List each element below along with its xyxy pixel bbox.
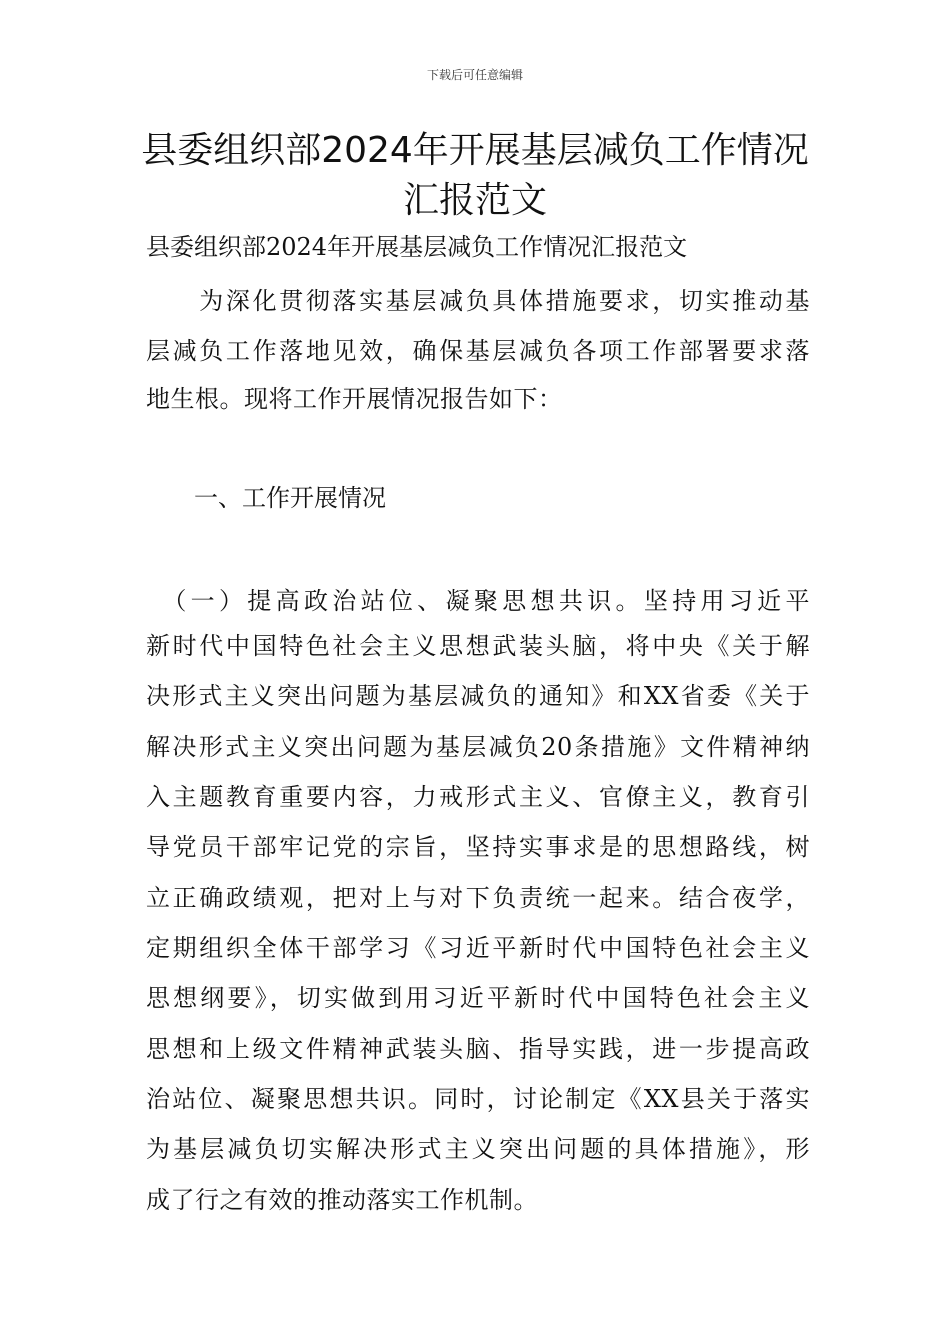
paragraph-line: 决形式主义突出问题为基层减负的通知》和XX省委《关于	[146, 682, 810, 710]
paragraph-line: 定期组织全体干部学习《习近平新时代中国特色社会主义	[146, 934, 810, 962]
paragraph-line: 导党员干部牢记党的宗旨，坚持实事求是的思想路线，树	[146, 833, 810, 861]
paragraph-line: 立正确政绩观，把对上与对下负责统一起来。结合夜学，	[146, 884, 810, 912]
intro-line: 为深化贯彻落实基层减负具体措施要求，切实推动基	[146, 287, 810, 315]
paragraph-line: 成了行之有效的推动落实工作机制。	[146, 1186, 538, 1214]
paragraph-line: 解决形式主义突出问题为基层减负20条措施》文件精神纳	[146, 733, 810, 761]
section-heading: 一、工作开展情况	[194, 484, 386, 512]
document-title	[120, 126, 830, 226]
page-header-note: 下载后可任意编辑	[426, 68, 523, 82]
paragraph-line: 治站位、凝聚思想共识。同时，讨论制定《XX县关于落实	[146, 1085, 810, 1113]
document-title-line-2: 汇报范文	[402, 180, 547, 221]
intro-line: 层减负工作落地见效，确保基层减负各项工作部署要求落	[146, 337, 810, 365]
paragraph-line: 新时代中国特色社会主义思想武装头脑，将中央《关于解	[146, 632, 810, 660]
paragraph-line: 入主题教育重要内容，力戒形式主义、官僚主义，教育引	[146, 783, 810, 811]
document-title-line-1: 县委组织部2024年开展基层减负工作情况	[141, 130, 809, 171]
paragraph-line: 思想和上级文件精神武装头脑、指导实践，进一步提高政	[146, 1035, 810, 1063]
paragraph-line: 为基层减负切实解决形式主义突出问题的具体措施》，形	[146, 1135, 810, 1163]
paragraph-line: 思想纲要》，切实做到用习近平新时代中国特色社会主义	[146, 984, 810, 1012]
intro-line: 地生根。现将工作开展情况报告如下：	[146, 385, 563, 413]
document-subtitle: 县委组织部2024年开展基层减负工作情况汇报范文	[146, 233, 688, 261]
paragraph-line: （一）提高政治站位、凝聚思想共识。坚持用习近平	[146, 587, 810, 615]
